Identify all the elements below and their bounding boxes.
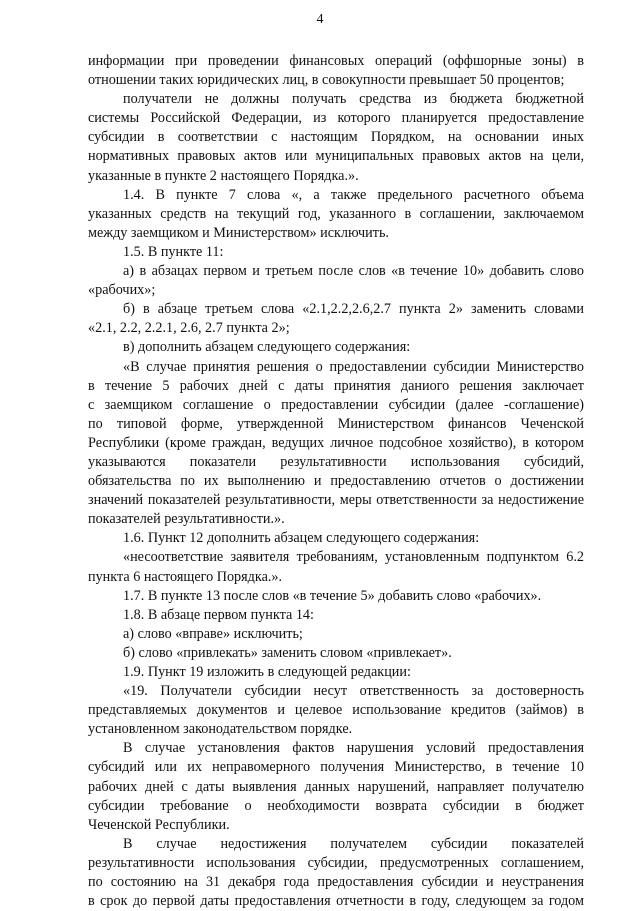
text-line: отношении таких юридических лиц, в совокупности превышает 50 процентов; — [88, 72, 565, 89]
text-line: в срок до первой даты предоставления отчетности в году, следующем за годом — [88, 893, 584, 910]
text-line: в) дополнить абзацем следующего содержания: — [123, 339, 411, 356]
text-line: указанные в пункте 2 настоящего Порядка.». — [88, 167, 359, 184]
text-line: субсидии требование о необходимости возврата субсидии в бюджет — [88, 797, 584, 814]
text-line: субсидий или их неправомерного получения Министерство, в течение 10 — [88, 759, 584, 776]
text-line: 1.5. В пункте 11: — [123, 243, 224, 260]
text-line: «рабочих»; — [88, 282, 156, 299]
text-line: 1.8. В абзаце первом пункта 14: — [123, 606, 314, 623]
text-line: информации при проведении финансовых операций (оффшорные зоны) в — [88, 53, 584, 69]
text-line: между заемщиком и Министерством» исключить. — [88, 224, 389, 241]
text-line: с заемщиком соглашение о предоставлении субсидии (далее -соглашение) — [88, 396, 584, 413]
text-line: системы Российской Федерации, из которого планируется предоставление — [88, 110, 584, 127]
text-line: нормативных правовых актов или муниципальных правовых актов на цели, — [88, 148, 584, 165]
text-line: представляемых документов и целевое использование кредитов (займов) в — [88, 702, 584, 719]
text-line: указанных средств на текущий год, указанного в соглашении, заключаемом — [88, 205, 584, 222]
text-line: 1.6. Пункт 12 дополнить абзацем следующего содержания: — [123, 530, 480, 547]
text-line: «В случае принятия решения о предоставлении субсидии Министерство — [123, 358, 584, 375]
document-body — [88, 52, 584, 911]
text-line: результативности использования субсидии, предусмотренных соглашением, — [88, 854, 584, 871]
text-line: по состоянию на 31 декабря года предоставления субсидии и неустранения — [88, 874, 584, 891]
text-line: Чеченской Республики. — [88, 816, 230, 833]
text-line: рабочих дней с даты выявления данных нарушений, направляет получателю — [88, 778, 584, 795]
text-line: Республики (кроме граждан, ведущих личное подсобное хозяйство), в котором — [88, 434, 584, 451]
text-line: в течение 5 рабочих дней с даты принятия даниого решения заключает — [88, 377, 584, 394]
text-line: В случае установления фактов нарушения условий предоставления — [123, 740, 584, 757]
text-line: «19. Получатели субсидии несут ответственность за достоверность — [123, 683, 584, 700]
text-line: установленном законодательством порядке. — [88, 721, 353, 738]
text-line: а) слово «вправе» исключить; — [123, 625, 303, 642]
text-line: 1.7. В пункте 13 после слов «в течение 5» добавить слово «рабочих». — [123, 587, 542, 604]
text-line: «несоответствие заявителя требованиям, установленным подпунктом 6.2 — [123, 549, 584, 566]
text-line: б) в абзаце третьем слова «2.1,2.2,2.6,2.7 пункта 2» заменить словами — [123, 301, 584, 318]
text-line: «2.1, 2.2, 2.2.1, 2.6, 2.7 пункта 2»; — [88, 320, 290, 337]
text-line: 1.9. Пункт 19 изложить в следующей редакции: — [123, 664, 411, 680]
text-line: б) слово «привлекать» заменить словом «привлекает». — [123, 644, 452, 661]
text-line: 1.4. В пункте 7 слова «, а также предельного расчетного объема — [123, 186, 584, 203]
text-line: субсидии в соответствии с настоящим Порядком, на основании иных — [88, 129, 584, 146]
text-line: обязательства по их выполнению и предоставлению отчетов о достижении — [88, 473, 584, 490]
page-number: 4 — [316, 12, 324, 27]
text-line: В случае недостижения получателем субсидии показателей — [123, 835, 584, 852]
text-line: показателей результативности.». — [88, 511, 285, 528]
text-line: указываются показатели результативности использования субсидий, — [88, 453, 584, 470]
text-line: получатели не должны получать средства из бюджета бюджетной — [123, 91, 584, 108]
text-line: пункта 6 настоящего Порядка.». — [88, 568, 283, 585]
text-line: а) в абзацах первом и третьем после слов «в течение 10» добавить слово — [123, 263, 584, 280]
text-line: по типовой форме, утвержденной Министерством финансов Чеченской — [88, 415, 584, 432]
text-line: значений показателей результативности, меры ответственности за недостижение — [88, 492, 584, 509]
